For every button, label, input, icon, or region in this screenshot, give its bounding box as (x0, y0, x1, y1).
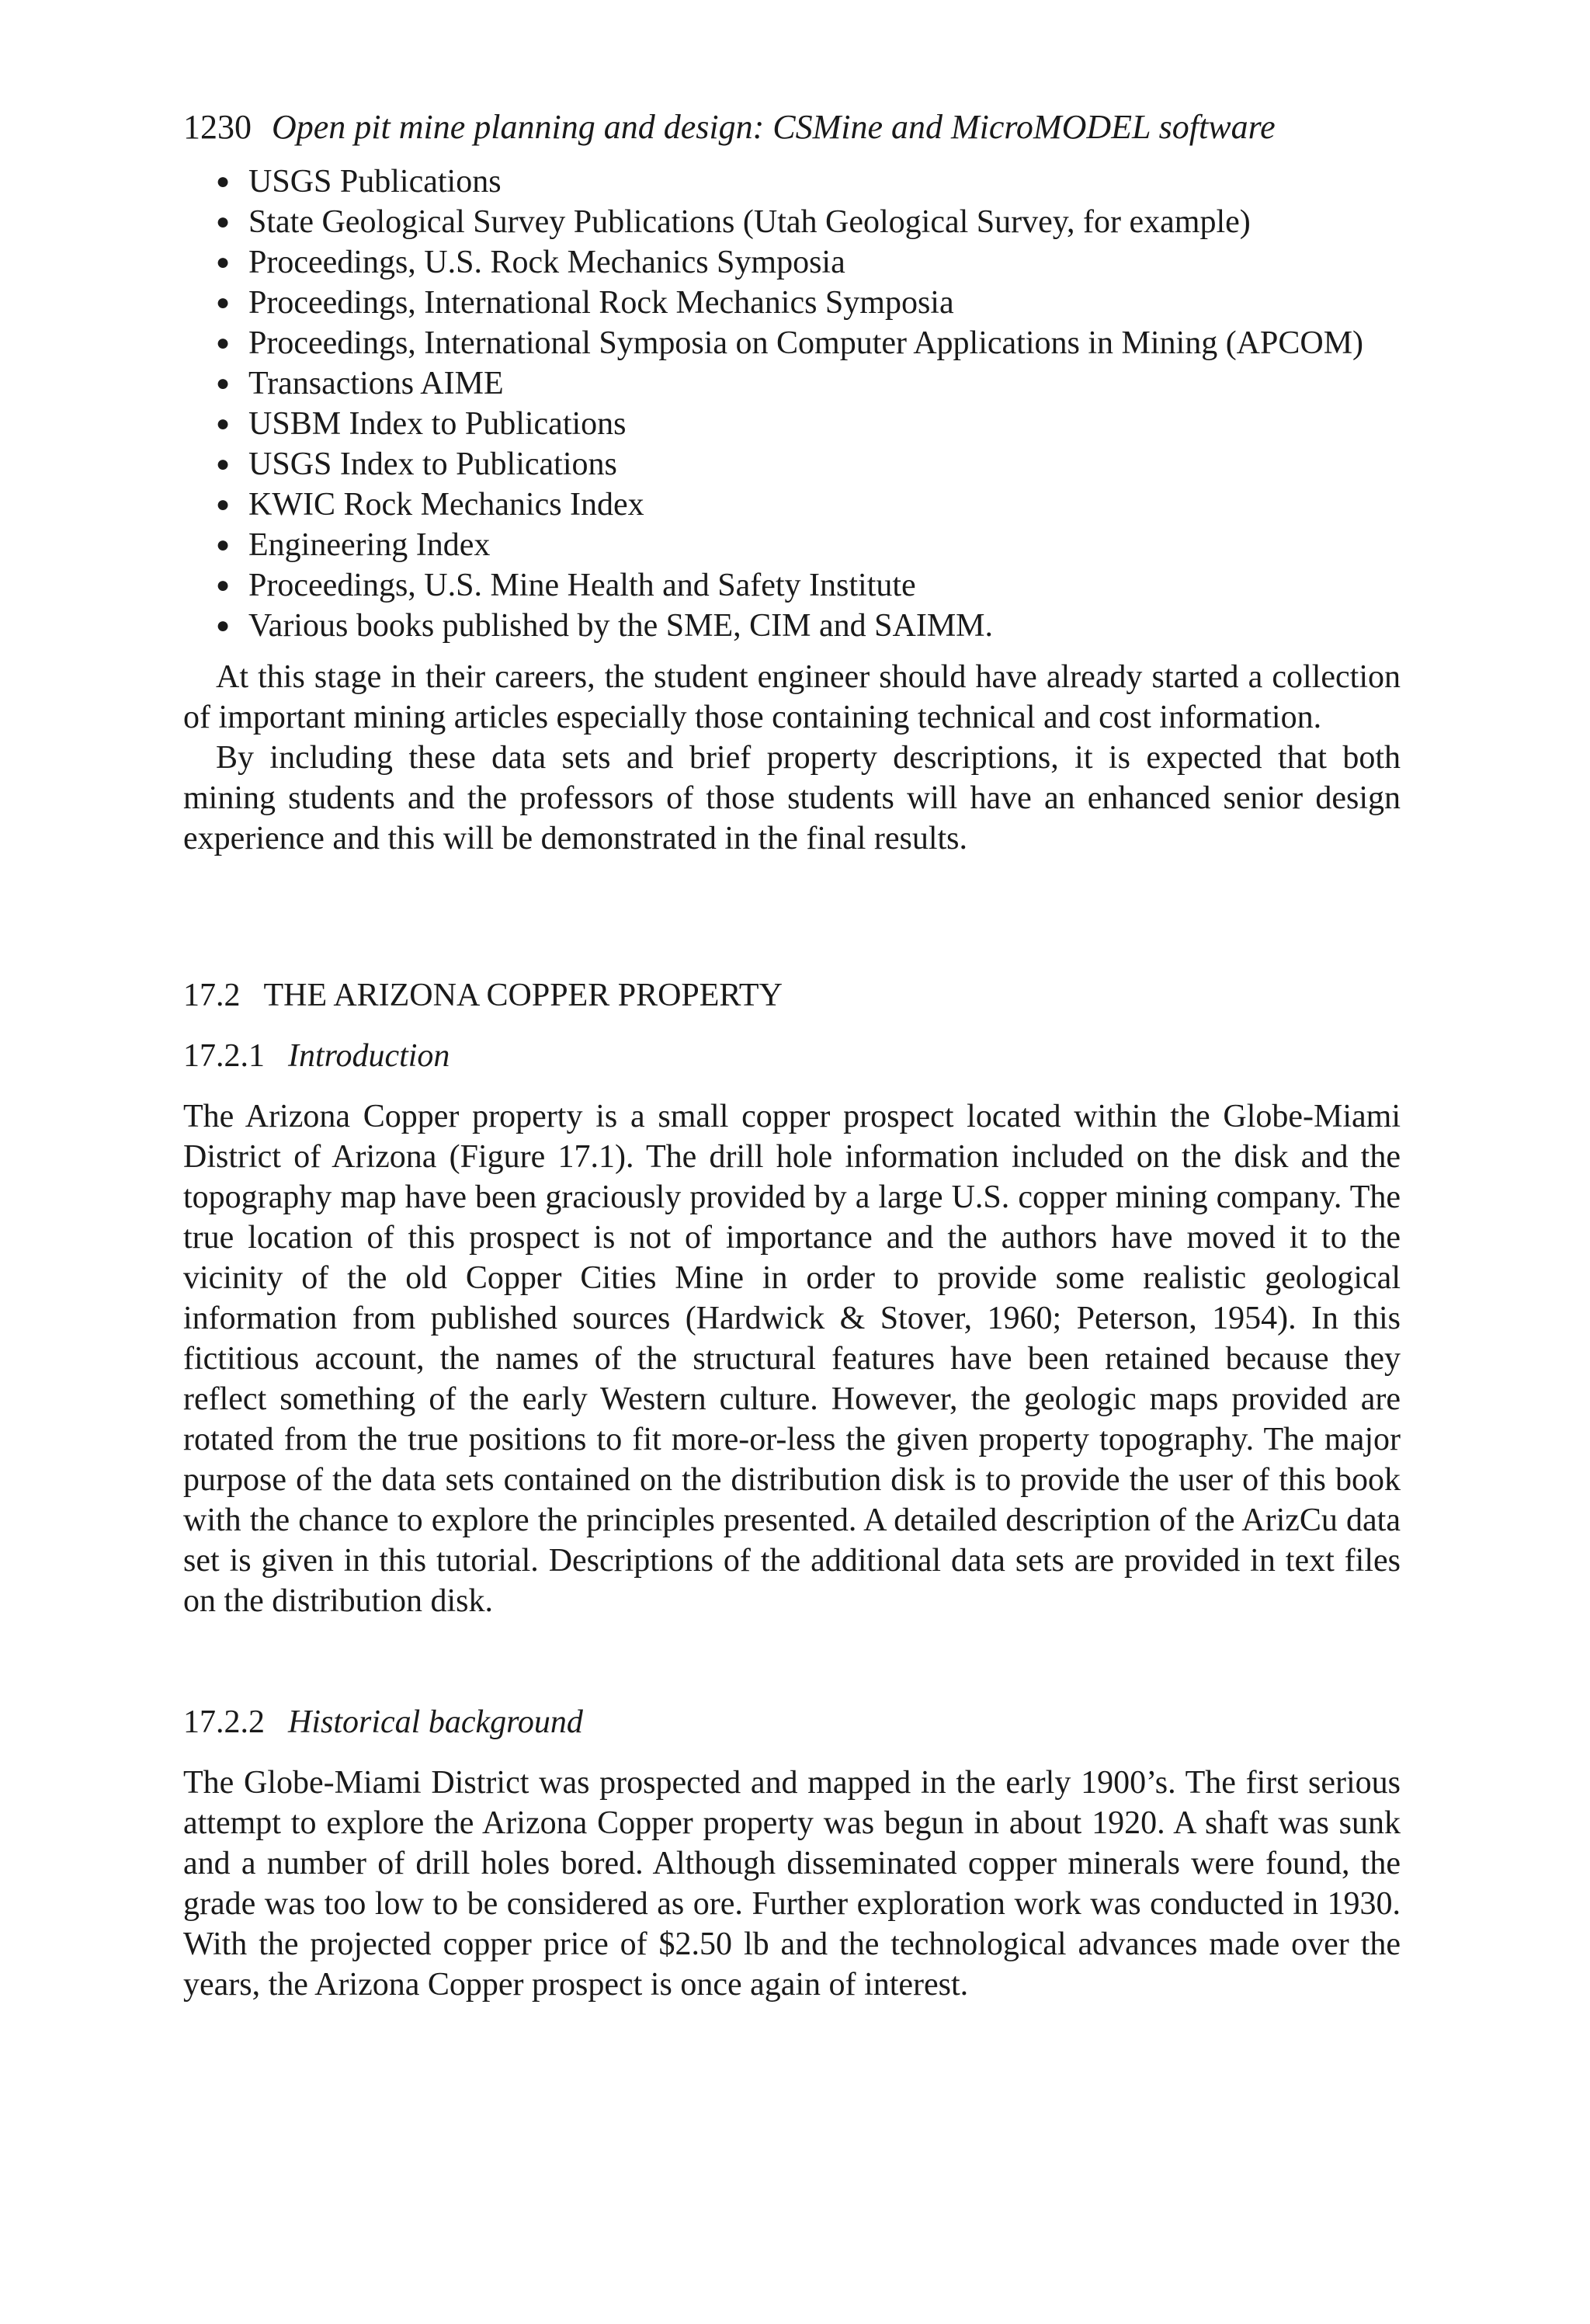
list-item-text: Engineering Index (248, 527, 491, 563)
list-item (216, 283, 1401, 323)
bullet-icon: ● (216, 492, 231, 517)
body-paragraph: The Arizona Copper property is a small copper prospect located within the Globe-Miami District of Arizona (Figure 17.1). The drill hole information included on the disk and the topography map have been graciously provided by a large U.S. copper mining company. The true location of this prospect is not of importance and the authors have moved it to the vicinity of the old Copper Cities Mine in order to provide some realistic geological information from published sources (Hardwick & Stover, 1960; Peterson, 1954). In this fictitious account, the names of the structural features have been retained because they reflect something of the early Western culture. However, the geologic maps provided are rotated from the true positions to fit more-or-less the given property topography. The major purpose of the data sets contained on the distribution disk is to provide the user of this book with the chance to explore the principles presented. A detailed description of the ArizCu data set is given in this tutorial. Descriptions of the additional data sets are provided in text files on the distribution disk. (183, 1099, 1401, 1619)
list-item (216, 202, 1401, 242)
list-item-text: State Geological Survey Publications (Utah Geological Survey, for example) (248, 204, 1251, 240)
subsection-number: 17.2.1 (183, 1038, 265, 1074)
list-item-text: USBM Index to Publications (248, 406, 627, 442)
reference-source-list (183, 162, 1401, 646)
document-page (183, 99, 1401, 2005)
bullet-icon: ● (216, 168, 231, 194)
bullet-icon: ● (216, 209, 231, 234)
subsection-number: 17.2.2 (183, 1704, 265, 1740)
bullet-icon: ● (216, 411, 231, 436)
body-paragraph: The Globe-Miami District was prospected and mapped in the early 1900’s. The first serious attempt to explore the Arizona Copper property was begun in about 1920. A shaft was sunk and a number of drill holes bored. Although disseminated copper minerals were found, the grade was too low to be considered as ore. Further exploration work was conducted in 1930. With the projected copper price of $2.50 lb and the technological advances made over the years, the Arizona Copper prospect is once again of interest. (183, 1765, 1401, 2003)
subsection-title: Historical background (288, 1704, 583, 1740)
list-item-text: Proceedings, International Symposia on Computer Applications in Mining (APCOM) (248, 325, 1364, 361)
running-head-title: Open pit mine planning and design: CSMine and MicroMODEL software (272, 108, 1276, 146)
page-number: 1230 (183, 108, 252, 146)
bullet-icon: ● (216, 613, 231, 638)
list-item-text: Proceedings, International Rock Mechanics Symposia (248, 285, 954, 321)
list-item (216, 242, 1401, 283)
section-number: 17.2 (183, 978, 241, 1013)
list-item (216, 162, 1401, 202)
list-item (216, 565, 1401, 606)
body-paragraph: By including these data sets and brief property descriptions, it is expected that both mining students and the professors of those students will have an enhanced senior design experience and this will be demonstrated in the final results. (183, 740, 1401, 856)
body-paragraph: At this stage in their careers, the student engineer should have already started a collection of important mining articles especially those containing technical and cost information. (183, 659, 1401, 735)
list-item-text: Transactions AIME (248, 366, 504, 401)
list-item-text: USGS Index to Publications (248, 446, 617, 482)
list-item-text: Proceedings, U.S. Rock Mechanics Symposia (248, 245, 845, 280)
subsection-heading (183, 1036, 1401, 1076)
list-item (216, 606, 1401, 646)
list-item (216, 323, 1401, 363)
list-item (216, 404, 1401, 444)
subsection-title: Introduction (288, 1038, 450, 1074)
bullet-icon: ● (216, 451, 231, 477)
list-item (216, 444, 1401, 485)
bullet-icon: ● (216, 330, 231, 356)
list-item-text: Various books published by the SME, CIM and SAIMM. (248, 608, 994, 644)
bullet-icon: ● (216, 370, 231, 396)
section-title: THE ARIZONA COPPER PROPERTY (263, 978, 783, 1013)
subsection-heading (183, 1702, 1401, 1742)
list-item (216, 485, 1401, 525)
section-heading (183, 975, 1401, 1016)
list-item-text: USGS Publications (248, 164, 502, 200)
list-item (216, 525, 1401, 565)
list-item-text: Proceedings, U.S. Mine Health and Safety Institute (248, 568, 916, 603)
bullet-icon: ● (216, 572, 231, 598)
list-item (216, 363, 1401, 404)
bullet-icon: ● (216, 249, 231, 275)
list-item-text: KWIC Rock Mechanics Index (248, 487, 644, 523)
running-head (183, 99, 1401, 155)
bullet-icon: ● (216, 290, 231, 315)
bullet-icon: ● (216, 532, 231, 558)
